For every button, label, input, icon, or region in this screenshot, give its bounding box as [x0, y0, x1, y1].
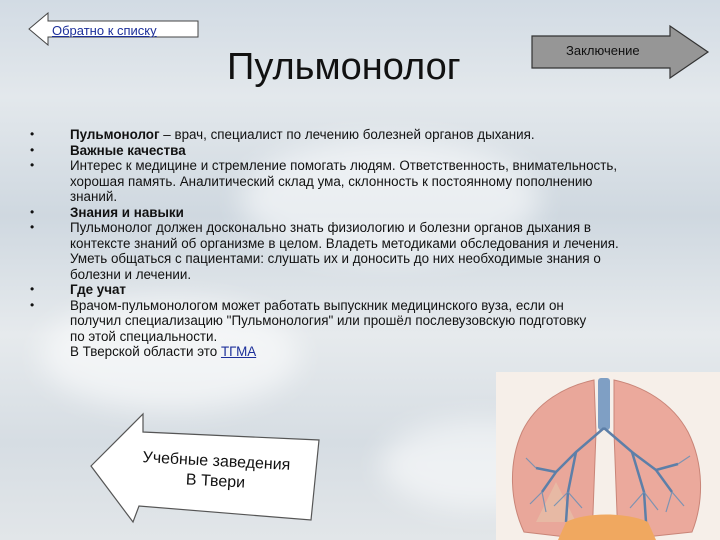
page-title: Пульмонолог: [227, 46, 461, 88]
back-to-list-label[interactable]: Обратно к списку: [52, 23, 157, 38]
list-item: • Врачом-пульмонологом может работать выпускник медицинского вуза, если он получил специализацию "Пульмонология" или прошёл послевузовскую подготовку по этой специальности. В Тверской области это ТГМА: [30, 298, 600, 360]
lungs-illustration: [496, 372, 720, 540]
educational-institutions-label: Учебные заведения В Твери: [142, 449, 291, 492]
region-line: В Тверской области это: [70, 344, 221, 359]
back-to-list-button[interactable]: [28, 12, 200, 46]
list-item: • Где учат: [30, 282, 640, 298]
list-item: • Пульмонолог – врач, специалист по лечению болезней органов дыхания.: [30, 127, 640, 143]
conclusion-button[interactable]: [530, 24, 710, 80]
conclusion-label: Заключение: [566, 43, 640, 58]
tgma-link[interactable]: ТГМА: [220, 344, 257, 359]
list-item: • Интерес к медицине и стремление помогать людям. Ответственность, внимательность, хорошая память. Аналитический склад ума, склонность к постоянному пополнению знаний.: [30, 158, 640, 205]
list-item: • Пульмонолог должен досконально знать физиологию и болезни органов дыхания в контексте знаний об организме в целом. Владеть методиками обследования и лечения. Уметь общаться с пациентами: слушать их и доносить до них необходимые знания о болезни и лечении.: [30, 220, 640, 282]
content-list: [30, 127, 640, 360]
list-item: • Важные качества: [30, 143, 640, 159]
list-item: • Знания и навыки: [30, 205, 640, 221]
